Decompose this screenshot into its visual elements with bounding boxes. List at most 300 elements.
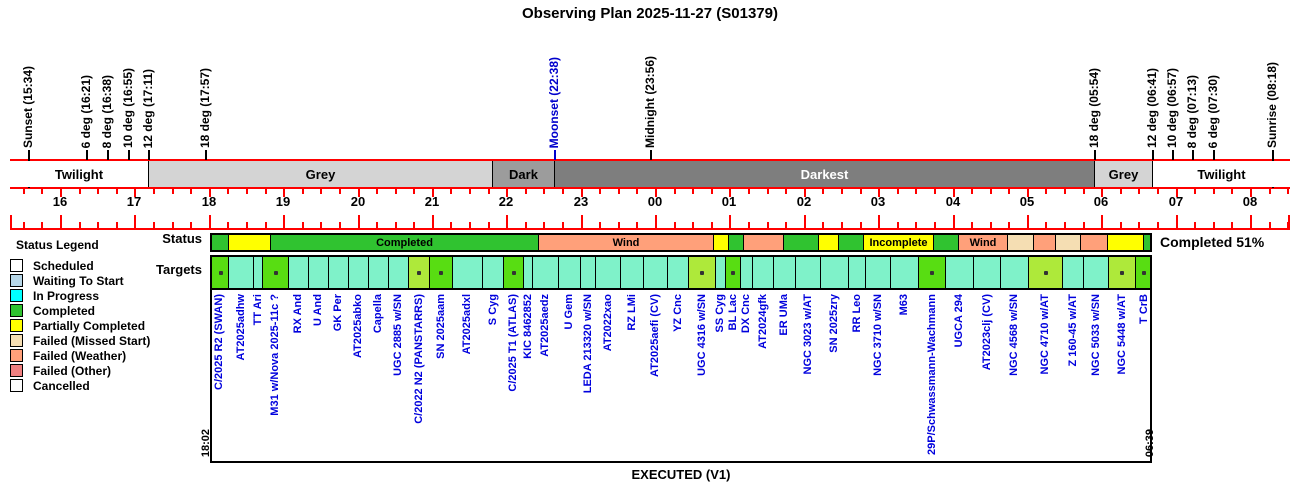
status-segment-6: [743, 235, 783, 250]
target-label-text-35: UGCA 294: [953, 294, 965, 348]
tick-row2: [934, 222, 936, 229]
legend-swatch-8: [10, 379, 23, 392]
target-label-text-42: T CrB: [1138, 294, 1150, 324]
status-legend: [8, 238, 150, 393]
target-marker-dot: [930, 271, 934, 275]
hour-label-06: 06: [1093, 194, 1109, 209]
hour-label-05: 05: [1019, 194, 1035, 209]
plan-start-time-text: 18:02: [200, 428, 212, 457]
status-segment-8: [818, 235, 838, 250]
hour-label-20: 20: [350, 194, 366, 209]
hour-label-16: 16: [52, 194, 68, 209]
tick-row1: [246, 189, 248, 194]
status-segment-2: Completed: [270, 235, 538, 250]
target-label-22: [671, 294, 685, 332]
target-label-33: [897, 294, 911, 315]
target-label-27: [756, 294, 770, 349]
hour-label-22: 22: [498, 194, 514, 209]
target-label-5: [311, 294, 325, 326]
target-label-30: [827, 294, 841, 353]
target-cell-18: [580, 257, 595, 288]
tick-row2: [506, 215, 508, 229]
event-label-text-2: 8 deg (16:38): [100, 74, 114, 148]
target-label-text-30: SN 2025zry: [828, 294, 840, 353]
target-label-8: [371, 294, 385, 333]
targets-row-caption: Targets: [156, 262, 202, 277]
tick-row2: [116, 222, 118, 229]
event-label-text-11: 8 deg (07:13): [1185, 74, 1199, 148]
status-segment-15: [1055, 235, 1080, 250]
target-cell-6: [328, 257, 348, 288]
tick-row2: [450, 222, 452, 229]
hour-label-18: 18: [201, 194, 217, 209]
tick-row1: [674, 189, 676, 194]
target-label-text-29: NGC 3023 w/AT: [802, 294, 814, 375]
target-cell-31: [848, 257, 865, 288]
target-cell-29: [795, 257, 820, 288]
event-label-11: [1184, 75, 1200, 148]
status-segment-14: [1033, 235, 1055, 250]
target-cell-8: [368, 257, 388, 288]
event-label-text-10: 10 deg (06:57): [1165, 67, 1179, 148]
target-cell-19: [595, 257, 620, 288]
event-label-12: [1205, 75, 1221, 148]
target-label-4: [291, 294, 305, 333]
target-label-text-22: YZ Cnc: [672, 294, 684, 332]
target-label-37: [1007, 294, 1021, 376]
tick-row1: [599, 189, 601, 194]
tick-row2: [432, 215, 434, 229]
event-label-text-5: 18 deg (17:57): [198, 67, 212, 148]
tick-row2: [655, 215, 657, 229]
ruler2-left-edge: [10, 215, 12, 230]
hour-label-01: 01: [721, 194, 737, 209]
target-label-32: [871, 294, 885, 376]
target-marker-dot: [512, 271, 516, 275]
target-marker-dot: [1120, 271, 1124, 275]
target-label-24: [713, 294, 727, 333]
target-marker-dot: [1044, 271, 1048, 275]
tick-row2: [692, 222, 694, 229]
target-cell-3: [262, 257, 288, 288]
target-cell-36: [973, 257, 1000, 288]
legend-label-8: Cancelled: [33, 378, 90, 393]
tick-row1: [971, 189, 973, 194]
tick-row1: [79, 189, 81, 194]
target-label-text-23: UGC 4316 w/SN: [696, 294, 708, 376]
legend-label-3: Completed: [33, 303, 96, 318]
target-label-0: [212, 294, 226, 390]
tick-row2: [1287, 222, 1289, 229]
target-label-14: [506, 294, 520, 392]
target-cell-10: [408, 257, 429, 288]
target-marker-dot: [219, 271, 223, 275]
target-label-3: [268, 294, 282, 416]
target-cell-28: [773, 257, 795, 288]
event-label-13: [1264, 62, 1280, 148]
tick-row2: [1194, 222, 1196, 229]
tick-row1: [822, 189, 824, 194]
tick-row1: [543, 189, 545, 194]
tick-row2: [636, 222, 638, 229]
tick-row2: [376, 222, 378, 229]
target-label-10: [412, 294, 426, 424]
event-label-1: [78, 75, 94, 148]
tick-row2: [97, 222, 99, 229]
event-label-text-12: 6 deg (07:30): [1206, 74, 1220, 148]
legend-label-0: Scheduled: [33, 258, 94, 273]
tick-row1: [525, 189, 527, 194]
tick-row2: [1008, 222, 1010, 229]
target-label-11: [434, 294, 448, 359]
target-label-text-1: AT2025adhw: [235, 294, 247, 361]
ruler2-baseline: [10, 228, 1290, 230]
tick-row2: [878, 215, 880, 229]
target-cell-38: [1028, 257, 1062, 288]
target-label-text-11: SN 2025aam: [435, 294, 447, 359]
tick-row1: [1008, 189, 1010, 194]
target-cell-14: [503, 257, 523, 288]
legend-label-5: Failed (Missed Start): [33, 333, 151, 348]
target-label-text-25: BL Lac: [727, 294, 739, 331]
event-tick-1: [86, 150, 88, 160]
tick-row2: [971, 222, 973, 229]
target-marker-dot: [731, 271, 735, 275]
target-cell-1: [228, 257, 253, 288]
target-label-31: [850, 294, 864, 333]
target-label-26: [739, 294, 753, 333]
legend-item-4: [8, 318, 150, 333]
tick-row2: [488, 222, 490, 229]
status-bar: [210, 233, 1152, 252]
tick-row2: [674, 222, 676, 229]
status-segment-11: [933, 235, 958, 250]
tick-row2: [897, 222, 899, 229]
target-label-text-12: AT2025adxl: [461, 294, 473, 355]
tick-row2: [190, 222, 192, 229]
target-label-15: [521, 294, 535, 359]
target-cell-21: [643, 257, 667, 288]
hour-label-03: 03: [870, 194, 886, 209]
event-label-text-3: 10 deg (16:55): [121, 67, 135, 148]
target-marker-dot: [700, 271, 704, 275]
plan-start-time: [199, 429, 213, 457]
target-label-text-18: LEDA 213320 w/SN: [582, 294, 594, 394]
status-segment-9: [838, 235, 863, 250]
target-cell-25: [725, 257, 740, 288]
legend-item-3: [8, 303, 150, 318]
tick-row2: [748, 222, 750, 229]
targets-bar: [210, 255, 1152, 290]
tick-row2: [60, 215, 62, 229]
target-label-35: [952, 294, 966, 347]
tick-row2: [915, 222, 917, 229]
tick-row1: [636, 189, 638, 194]
target-label-text-21: AT2025aefi (CV): [649, 294, 661, 377]
target-label-16: [538, 294, 552, 357]
target-label-20: [625, 294, 639, 331]
event-tick-7: [650, 150, 652, 160]
tick-row1: [339, 189, 341, 194]
event-label-text-8: 18 deg (05:54): [1087, 67, 1101, 148]
target-label-text-39: Z 160-45 w/AT: [1067, 294, 1079, 367]
tick-row1: [97, 189, 99, 194]
status-row-caption: Status: [162, 231, 202, 246]
tick-row2: [23, 222, 25, 229]
event-label-0: [20, 66, 36, 148]
event-tick-9: [1152, 150, 1154, 160]
status-segment-13: [1007, 235, 1033, 250]
band-section-grey-1: Grey: [148, 161, 492, 187]
target-label-text-19: AT2022xao: [602, 294, 614, 352]
plan-end-time-text: 06:39: [1144, 428, 1156, 457]
target-label-text-13: S Cyg: [487, 294, 499, 326]
tick-row1: [692, 189, 694, 194]
tick-row1: [116, 189, 118, 194]
target-cell-4: [288, 257, 308, 288]
tick-row1: [915, 189, 917, 194]
tick-row1: [618, 189, 620, 194]
target-label-34: [925, 294, 939, 455]
tick-row1: [302, 189, 304, 194]
hour-label-17: 17: [126, 194, 142, 209]
tick-row2: [599, 222, 601, 229]
target-label-text-37: NGC 4568 w/SN: [1008, 294, 1020, 376]
tick-row2: [860, 222, 862, 229]
band-section-twilight-5: Twilight: [1152, 161, 1290, 187]
event-label-2: [99, 75, 115, 148]
tick-row1: [1083, 189, 1085, 194]
target-label-text-4: RX And: [292, 294, 304, 334]
target-marker-dot: [1142, 271, 1146, 275]
target-label-text-38: NGC 4710 w/AT: [1039, 294, 1051, 375]
target-label-17: [562, 294, 576, 329]
target-label-text-2: TT Ari: [252, 294, 264, 326]
legend-label-1: Waiting To Start: [33, 273, 124, 288]
event-tick-6: [554, 150, 556, 160]
tick-row2: [990, 222, 992, 229]
status-segment-10: Incomplete: [863, 235, 933, 250]
hour-label-04: 04: [945, 194, 961, 209]
target-label-39: [1066, 294, 1080, 367]
tick-row2: [358, 215, 360, 229]
event-tick-11: [1192, 150, 1194, 160]
status-segment-16: [1080, 235, 1107, 250]
target-cell-27: [752, 257, 773, 288]
target-label-38: [1038, 294, 1052, 375]
tick-row1: [860, 189, 862, 194]
event-label-text-4: 12 deg (17:11): [141, 68, 155, 148]
legend-swatch-5: [10, 334, 23, 347]
hour-label-00: 00: [647, 194, 663, 209]
target-cell-5: [308, 257, 328, 288]
tick-row1: [1269, 189, 1271, 194]
legend-swatch-6: [10, 349, 23, 362]
target-label-28: [777, 294, 791, 336]
tick-row1: [1213, 189, 1215, 194]
tick-row2: [1213, 222, 1215, 229]
target-label-text-24: SS Cyg: [714, 294, 726, 333]
tick-row2: [1231, 222, 1233, 229]
target-label-6: [331, 294, 345, 331]
event-tick-8: [1094, 150, 1096, 160]
hour-label-07: 07: [1168, 194, 1184, 209]
legend-item-6: [8, 348, 150, 363]
tick-row1: [1194, 189, 1196, 194]
tick-row2: [134, 215, 136, 229]
tick-row2: [618, 222, 620, 229]
status-legend-title: Status Legend: [16, 238, 99, 252]
tick-row2: [1176, 215, 1178, 229]
target-label-text-40: NGC 5033 w/SN: [1090, 294, 1102, 376]
event-tick-10: [1172, 150, 1174, 160]
tick-row1: [785, 189, 787, 194]
plan-end-time: [1143, 429, 1157, 457]
target-cell-37: [1000, 257, 1028, 288]
tick-row2: [543, 222, 545, 229]
target-cell-23: [688, 257, 715, 288]
hour-label-23: 23: [573, 194, 589, 209]
event-label-8: [1086, 68, 1102, 148]
legend-swatch-2: [10, 289, 23, 302]
tick-row1: [320, 189, 322, 194]
tick-row2: [767, 222, 769, 229]
target-label-text-41: NGC 5448 w/AT: [1116, 294, 1128, 375]
status-segment-1: [228, 235, 270, 250]
tick-row2: [581, 215, 583, 229]
event-label-3: [120, 68, 136, 148]
tick-row1: [748, 189, 750, 194]
status-segment-12: Wind: [958, 235, 1007, 250]
target-cell-22: [667, 257, 688, 288]
legend-swatch-1: [10, 274, 23, 287]
tick-row2: [209, 215, 211, 229]
legend-swatch-3: [10, 304, 23, 317]
target-label-text-7: AT2025abko: [352, 294, 364, 358]
event-label-4: [140, 69, 156, 148]
tick-row2: [339, 222, 341, 229]
tick-row1: [1287, 189, 1289, 194]
hour-label-08: 08: [1242, 194, 1258, 209]
event-tick-4: [148, 150, 150, 160]
tick-row1: [376, 189, 378, 194]
target-label-text-36: AT2023clj (CV): [981, 294, 993, 371]
tick-row2: [320, 222, 322, 229]
tick-row1: [190, 189, 192, 194]
tick-row1: [23, 189, 25, 194]
target-cell-16: [532, 257, 558, 288]
tick-row1: [172, 189, 174, 194]
hour-label-19: 19: [275, 194, 291, 209]
target-label-1: [234, 294, 248, 360]
tick-row1: [1231, 189, 1233, 194]
tick-row2: [153, 222, 155, 229]
tick-row2: [1120, 222, 1122, 229]
tick-row1: [1045, 189, 1047, 194]
legend-swatch-4: [10, 319, 23, 332]
target-label-text-17: U Gem: [563, 294, 575, 330]
target-label-text-33: M63: [898, 294, 910, 316]
hour-label-02: 02: [796, 194, 812, 209]
legend-label-6: Failed (Weather): [33, 348, 127, 363]
status-segment-18: [1143, 235, 1152, 250]
tick-row2: [469, 222, 471, 229]
target-label-40: [1089, 294, 1103, 376]
tick-row2: [79, 222, 81, 229]
tick-row2: [804, 215, 806, 229]
tick-row2: [1138, 222, 1140, 229]
tick-row2: [227, 222, 229, 229]
status-segment-17: [1107, 235, 1143, 250]
target-label-18: [581, 294, 595, 393]
event-label-text-9: 12 deg (06:41): [1145, 67, 1159, 148]
tick-row2: [1083, 222, 1085, 229]
event-label-7: [642, 56, 658, 148]
legend-swatch-7: [10, 364, 23, 377]
target-label-7: [351, 294, 365, 358]
band-bottom-line: [10, 187, 1290, 189]
tick-row2: [395, 222, 397, 229]
event-label-9: [1144, 68, 1160, 148]
status-legend-items: [8, 258, 150, 393]
target-cell-17: [558, 257, 580, 288]
status-segment-3: Wind: [538, 235, 713, 250]
event-tick-5: [205, 150, 207, 160]
band-section-grey-4: Grey: [1094, 161, 1152, 187]
tick-row1: [767, 189, 769, 194]
tick-row2: [841, 222, 843, 229]
target-cell-2: [253, 257, 262, 288]
event-tick-13: [1272, 150, 1274, 160]
target-cell-33: [890, 257, 918, 288]
tick-row2: [953, 215, 955, 229]
event-tick-2: [107, 150, 109, 160]
legend-label-4: Partially Completed: [33, 318, 146, 333]
target-label-text-10: C/2022 N2 (PANSTARRS): [413, 294, 425, 424]
target-label-text-32: NGC 3710 w/SN: [872, 294, 884, 376]
tick-row2: [785, 222, 787, 229]
target-label-36: [980, 294, 994, 370]
target-label-text-34: 29P/Schwassmann-Wachmann: [926, 294, 938, 455]
tick-row1: [1120, 189, 1122, 194]
target-cell-11: [429, 257, 452, 288]
tick-row2: [172, 222, 174, 229]
tick-row1: [841, 189, 843, 194]
target-cell-35: [945, 257, 973, 288]
status-segment-5: [728, 235, 743, 250]
page-title: Observing Plan 2025-11-27 (S01379): [522, 5, 778, 22]
tick-row1: [897, 189, 899, 194]
legend-item-0: [8, 258, 150, 273]
event-label-text-13: Sunrise (08:18): [1265, 61, 1279, 148]
event-label-text-6: Moonset (22:38): [547, 56, 561, 148]
tick-row1: [413, 189, 415, 194]
target-cell-7: [348, 257, 368, 288]
target-label-19: [601, 294, 615, 351]
tick-row2: [1101, 215, 1103, 229]
legend-swatch-0: [10, 259, 23, 272]
legend-item-1: [8, 273, 150, 288]
tick-row1: [934, 189, 936, 194]
tick-row1: [395, 189, 397, 194]
target-label-25: [726, 294, 740, 330]
status-segment-7: [783, 235, 818, 250]
event-tick-12: [1213, 150, 1215, 160]
target-label-42: [1137, 294, 1151, 324]
target-label-text-16: AT2025aedz: [539, 294, 551, 357]
tick-row2: [283, 215, 285, 229]
tick-row1: [469, 189, 471, 194]
